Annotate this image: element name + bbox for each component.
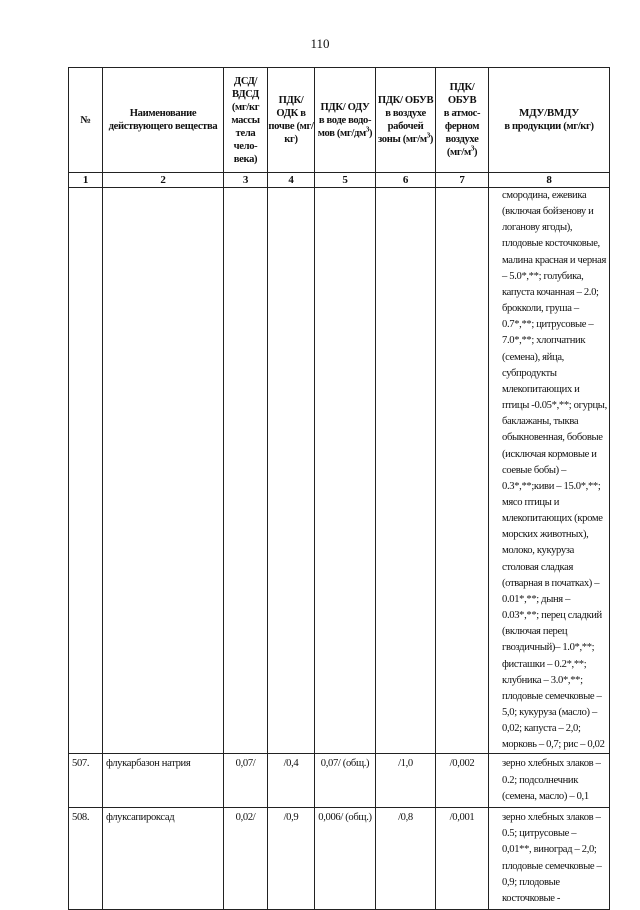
column-number: 4 [268, 173, 315, 188]
water-value: 0,07/ (общ.) [320, 758, 370, 770]
substance-name: флуксапироксад [106, 812, 175, 824]
header-pdk-atm-sub: в атмос- ферном воздухе (мг/м [443, 108, 481, 158]
column-number-row [69, 173, 610, 188]
column-number: 3 [224, 173, 268, 188]
table-row [69, 808, 610, 910]
soil-value: /0,4 [283, 758, 299, 770]
row-number: 507. [72, 758, 90, 770]
column-number: 6 [376, 173, 436, 188]
header-pdk-work-title: ПДК/ ОБУВ [377, 95, 434, 106]
table-row [69, 754, 610, 808]
header-pdk-work: ПДК/ ОБУВ в воздухе рабочей зоны $(мг/м^3)$ [376, 68, 436, 173]
header-exp: 3 [426, 131, 430, 140]
page-number: 110 [310, 36, 330, 51]
header-mrl-title: МДУ/ВМДУ [519, 107, 579, 119]
header-pdk-soil: ПДК/ ОДК в почве (мг/кг) [268, 68, 315, 173]
mrl-value: зерно хлебных злаков – 0.5; цитрусовые – 0,01**, виноград – 2,0; плодовые семечковые – 0,9; плодовые косточковые - [502, 812, 602, 905]
mrl-table [68, 67, 610, 910]
column-number: 2 [103, 173, 224, 188]
column-number: 1 [69, 173, 103, 188]
row-number: 508. [72, 812, 90, 824]
atm-air-value: /0,002 [449, 758, 475, 770]
header-pdk-work-sub: в воздухе рабочей зоны (мг/м [377, 108, 427, 145]
work-air-value: /1,0 [398, 758, 413, 770]
continuation-mrl: смородина, ежевика (включая бойзенову и логанову ягоды), плодовые косточковые, малина красная и черная – 5.0*,**; голубика, капуста кочанная – 2.0; брокколи, груша – 0.7*,**; цитрусовые – 7.0*,**; хлопчатник (семена), яйца, субпродукты млекопитающих и птицы -0.05*,**; огурцы, баклажаны, тыква обыкновенная, бобовые (исключая кормовые и соевые бобы) – 0.3*,**;киви – 15.0*,**; мясо птицы и млекопитающих (кроме морских животных), молоко, кукуруза столовая сладкая (отварная в початках) – 0.01*,**; дыня – 0.03*,**; перец сладкий (включая перец гвоздичный)– 1.0*,**; фисташки – 0.2*,**; клубника – 3.0*,**; плодовые семечковые – 5,0; кукуруза (масло) – 0,02; капуста – 2,0; морковь – 0,7; рис – 0,02 [502, 190, 607, 751]
header-mrl [489, 68, 610, 173]
dsd-value: 0,02/ [235, 812, 256, 824]
mrl-value: зерно хлебных злаков – 0.2; подсолнечник (семена, масло) – 0,1 [502, 758, 601, 802]
atm-air-value: /0,001 [449, 812, 475, 824]
header-pdk-atm-title: ПДК/ ОБУВ [447, 82, 477, 106]
substance-name: флукарбазон натрия [106, 758, 191, 770]
header-name: Наименование действующего вещества [103, 68, 224, 173]
column-number: 7 [436, 173, 489, 188]
water-value: 0,006/ (общ.) [318, 812, 372, 824]
work-air-value: /0,8 [398, 812, 413, 824]
header-num: № [69, 68, 103, 173]
header-exp: 3 [365, 124, 370, 133]
dsd-value: 0,07/ [235, 758, 256, 770]
table-row-continuation [69, 188, 610, 754]
header-pdk-water-sub: в воде водо- мов (мг/дм [317, 114, 372, 139]
header-exp: 3 [470, 144, 474, 153]
column-number: 5 [315, 173, 376, 188]
header-pdk-water: ПДК/ ОДУ в воде водо- мов $(мг/дм^3)$ [315, 68, 376, 173]
header-mrl-sub: в продукции (мг/кг) [504, 121, 594, 132]
header-pdk-atm: ПДК/ ОБУВ в атмос- ферном воздухе $(мг/м^3)$ [436, 68, 489, 173]
column-number: 8 [489, 173, 610, 188]
soil-value: /0,9 [283, 812, 299, 824]
header-pdk-water-title: ПДК/ ОДУ [320, 101, 370, 113]
header-dsd: ДСД/ ВДСД (мг/кг массы тела чело- века) [224, 68, 268, 173]
